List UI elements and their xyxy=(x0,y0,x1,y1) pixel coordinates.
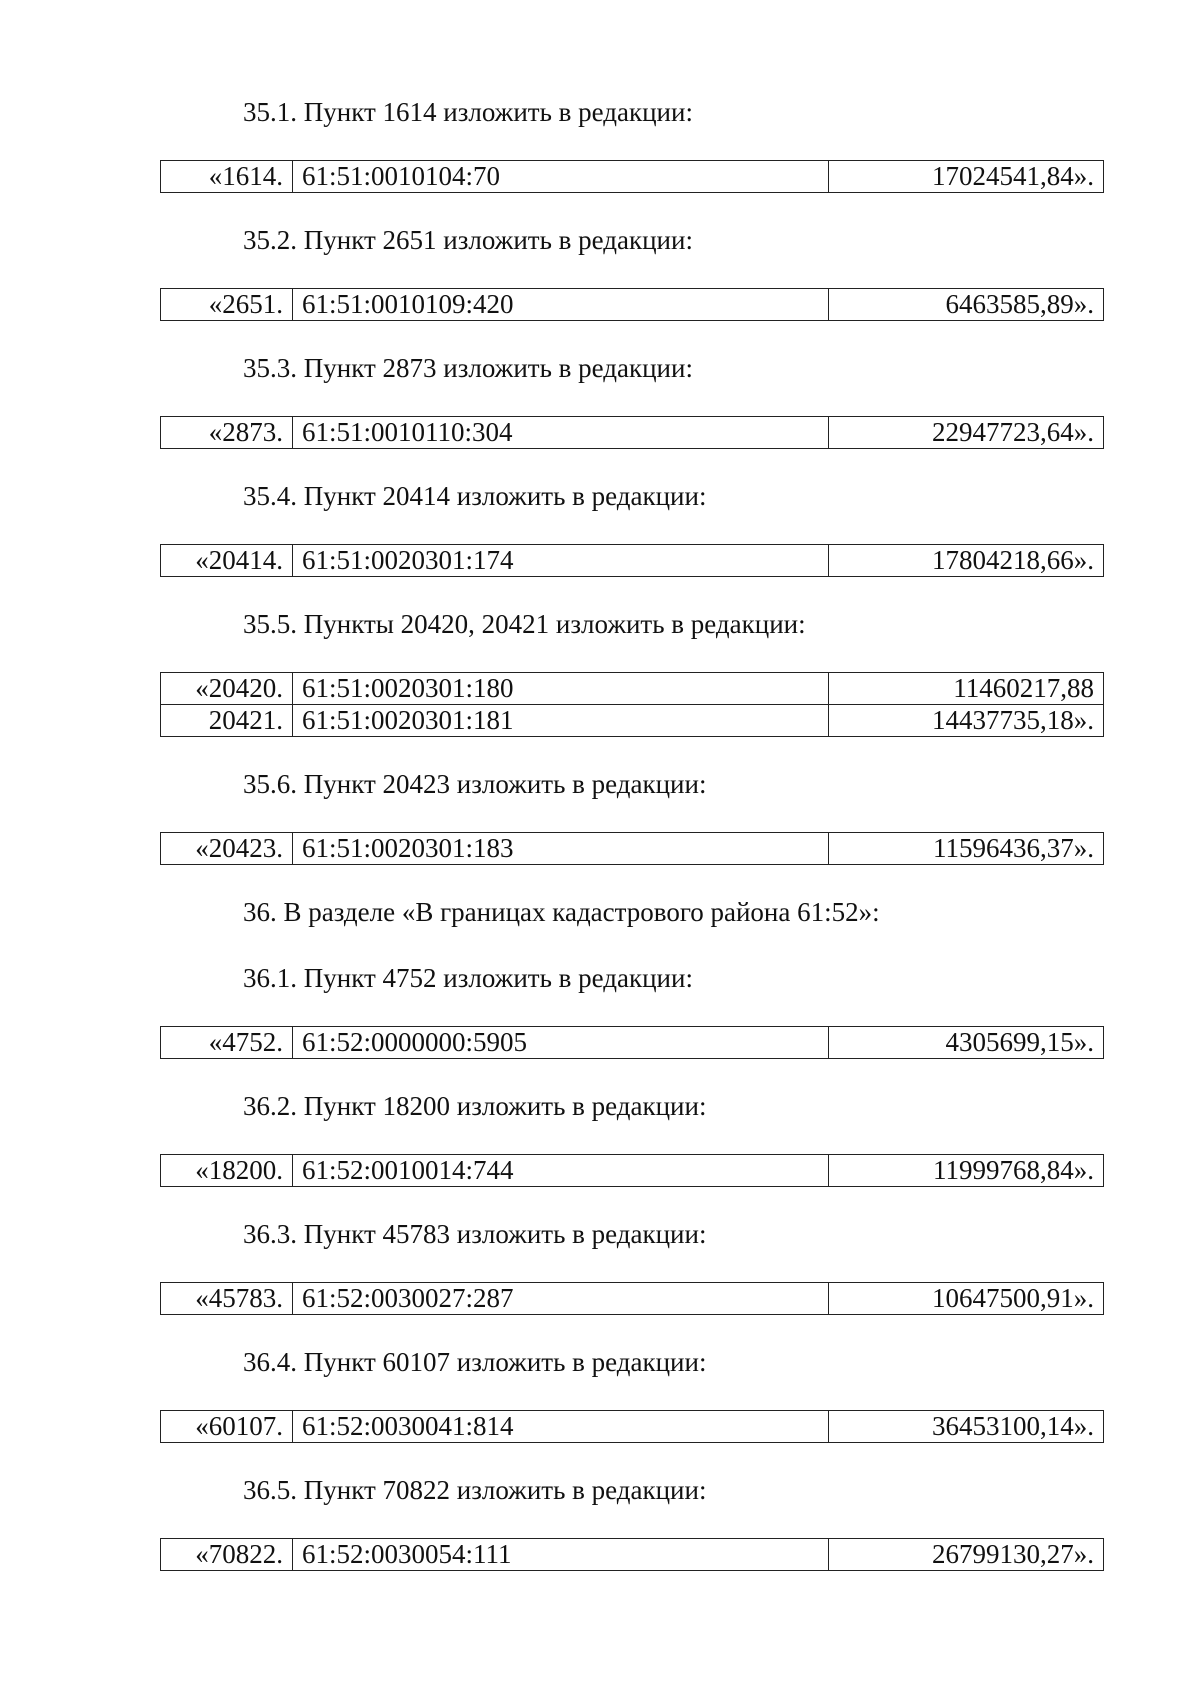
table-row xyxy=(161,1539,1104,1571)
cadastral-number-cell: 61:52:0030041:814 xyxy=(293,1411,829,1443)
amendment-table xyxy=(160,1026,1104,1059)
cadastral-number-cell: 61:52:0030054:111 xyxy=(293,1539,829,1571)
amendment-table xyxy=(160,1538,1104,1571)
cadastral-number-cell: 61:51:0020301:183 xyxy=(293,833,829,865)
item-number-cell: «70822. xyxy=(161,1539,293,1571)
item-number-cell: «20414. xyxy=(161,545,293,577)
cadastral-value-cell: 10647500,91». xyxy=(829,1283,1104,1315)
table-row xyxy=(161,417,1104,449)
amendment-table xyxy=(160,832,1104,865)
amendment-table xyxy=(160,544,1104,577)
item-number-cell: «60107. xyxy=(161,1411,293,1443)
item-number-cell: «2651. xyxy=(161,289,293,321)
item-number-cell: «20423. xyxy=(161,833,293,865)
cadastral-number-cell: 61:52:0000000:5905 xyxy=(293,1027,829,1059)
cadastral-value-cell: 26799130,27». xyxy=(829,1539,1104,1571)
amendment-table xyxy=(160,160,1104,193)
amendment-paragraph: 35.5. Пункты 20420, 20421 изложить в редакции: xyxy=(243,609,806,639)
table-row xyxy=(161,705,1104,737)
amendment-table xyxy=(160,672,1104,737)
amendment-paragraph: 36.1. Пункт 4752 изложить в редакции: xyxy=(243,963,693,993)
item-number-cell: «18200. xyxy=(161,1155,293,1187)
cadastral-value-cell: 11460217,88 xyxy=(829,673,1104,705)
amendment-table xyxy=(160,1154,1104,1187)
cadastral-number-cell: 61:52:0010014:744 xyxy=(293,1155,829,1187)
cadastral-number-cell: 61:51:0020301:181 xyxy=(293,705,829,737)
table-row xyxy=(161,1027,1104,1059)
amendment-paragraph: 36. В разделе «В границах кадастрового района 61:52»: xyxy=(243,897,880,927)
table-row xyxy=(161,1155,1104,1187)
amendment-paragraph: 35.1. Пункт 1614 изложить в редакции: xyxy=(243,97,693,127)
table-row xyxy=(161,289,1104,321)
amendment-table xyxy=(160,416,1104,449)
table-row xyxy=(161,833,1104,865)
cadastral-number-cell: 61:51:0020301:180 xyxy=(293,673,829,705)
cadastral-value-cell: 4305699,15». xyxy=(829,1027,1104,1059)
table-row xyxy=(161,1411,1104,1443)
cadastral-number-cell: 61:51:0020301:174 xyxy=(293,545,829,577)
item-number-cell: «2873. xyxy=(161,417,293,449)
document-body xyxy=(160,95,1104,1571)
cadastral-value-cell: 11596436,37». xyxy=(829,833,1104,865)
table-row xyxy=(161,1283,1104,1315)
amendment-table xyxy=(160,1410,1104,1443)
cadastral-value-cell: 17804218,66». xyxy=(829,545,1104,577)
table-row xyxy=(161,545,1104,577)
amendment-paragraph: 35.2. Пункт 2651 изложить в редакции: xyxy=(243,225,693,255)
item-number-cell: «20420. xyxy=(161,673,293,705)
item-number-cell: «1614. xyxy=(161,161,293,193)
cadastral-value-cell: 6463585,89». xyxy=(829,289,1104,321)
cadastral-number-cell: 61:51:0010104:70 xyxy=(293,161,829,193)
item-number-cell: «45783. xyxy=(161,1283,293,1315)
cadastral-value-cell: 11999768,84». xyxy=(829,1155,1104,1187)
cadastral-number-cell: 61:51:0010109:420 xyxy=(293,289,829,321)
amendment-table xyxy=(160,1282,1104,1315)
amendment-paragraph: 36.3. Пункт 45783 изложить в редакции: xyxy=(243,1219,707,1249)
cadastral-value-cell: 36453100,14». xyxy=(829,1411,1104,1443)
cadastral-number-cell: 61:52:0030027:287 xyxy=(293,1283,829,1315)
amendment-paragraph: 35.6. Пункт 20423 изложить в редакции: xyxy=(243,769,707,799)
amendment-table xyxy=(160,288,1104,321)
amendment-paragraph: 35.4. Пункт 20414 изложить в редакции: xyxy=(243,481,707,511)
cadastral-value-cell: 14437735,18». xyxy=(829,705,1104,737)
item-number-cell: «4752. xyxy=(161,1027,293,1059)
cadastral-value-cell: 22947723,64». xyxy=(829,417,1104,449)
item-number-cell: 20421. xyxy=(161,705,293,737)
table-row xyxy=(161,161,1104,193)
amendment-paragraph: 35.3. Пункт 2873 изложить в редакции: xyxy=(243,353,693,383)
amendment-paragraph: 36.5. Пункт 70822 изложить в редакции: xyxy=(243,1475,707,1505)
cadastral-value-cell: 17024541,84». xyxy=(829,161,1104,193)
cadastral-number-cell: 61:51:0010110:304 xyxy=(293,417,829,449)
amendment-paragraph: 36.2. Пункт 18200 изложить в редакции: xyxy=(243,1091,707,1121)
amendment-paragraph: 36.4. Пункт 60107 изложить в редакции: xyxy=(243,1347,707,1377)
table-row xyxy=(161,673,1104,705)
